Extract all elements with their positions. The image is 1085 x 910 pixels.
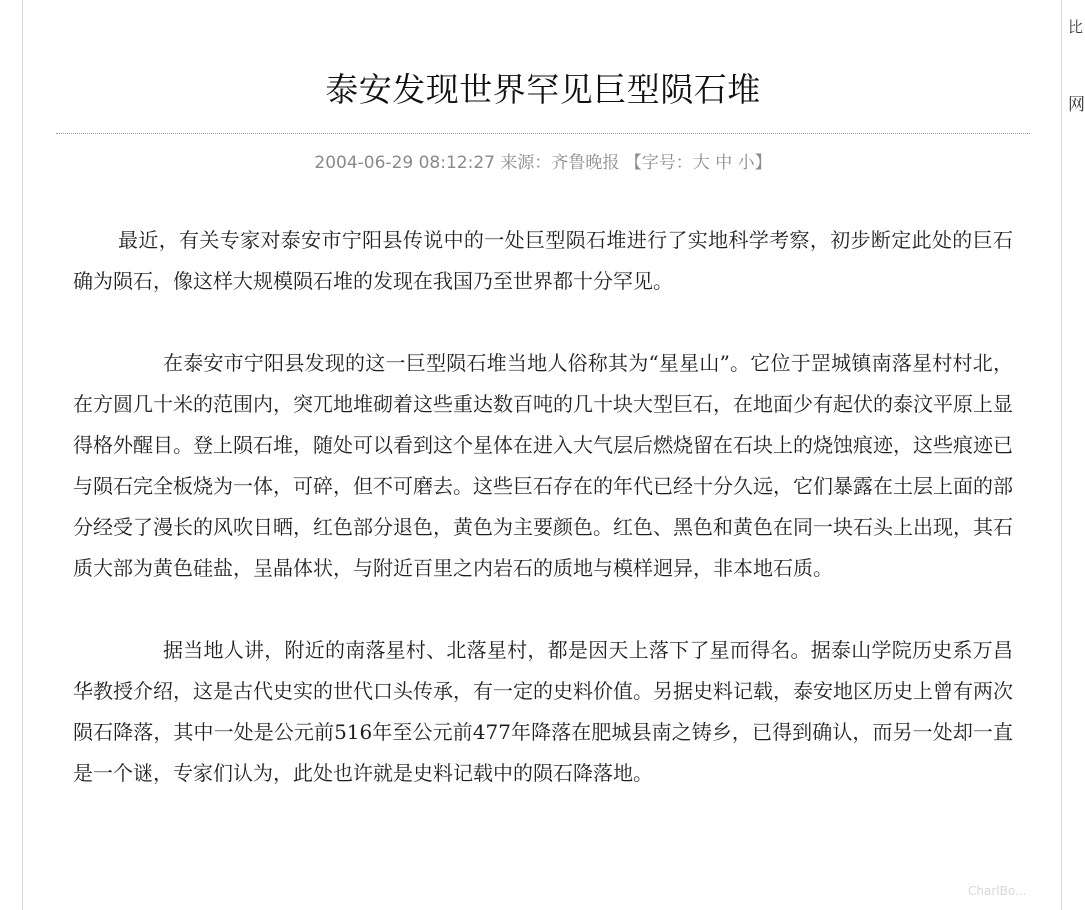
article-body <box>73 220 1013 794</box>
page-right-border <box>1061 0 1062 910</box>
page-left-border <box>22 0 23 910</box>
source-name: 齐鲁晚报 <box>551 153 620 173</box>
paragraph-1: 最近，有关专家对泰安市宁阳县传说中的一处巨型陨石堆进行了实地科学考察，初步断定此处的巨石确为陨石，像这样大规模陨石堆的发现在我国乃至世界都十分罕见。 <box>73 228 1013 293</box>
paragraph-2: 在泰安市宁阳县发现的这一巨型陨石堆当地人俗称其为“星星山”。它位于罡城镇南落星村村北，在方圆几十米的范围内，突兀地堆砌着这些重达数百吨的几十块大型巨石，在地面少有起伏的泰汶平原上显得格外醒目。登上陨石堆，随处可以看到这个星体在进入大气层后燃烧留在石块上的烧蚀痕迹，这些痕迹已与陨石完全板烧为一体，可碎，但不可磨去。这些巨石存在的年代已经十分久远，它们暴露在土层上面的部分经受了漫长的风吹日晒，红色部分退色，黄色为主要颜色。红色、黑色和黄色在同一块石头上出现，其石质大部为黄色硅盐，呈晶体状，与附近百里之内岩石的质地与模样迥异，非本地石质。 <box>73 351 1013 580</box>
font-size-close: 】 <box>754 153 772 173</box>
watermark: CharlBo... <box>968 884 1027 898</box>
paragraph-3: 据当地人讲，附近的南落星村、北落星村，都是因天上落下了星而得名。据泰山学院历史系万昌华教授介绍，这是古代史实的世代口头传承，有一定的史料价值。另据史料记载，泰安地区历史上曾有两次陨石降落，其中一处是公元前516年至公元前477年降落在肥城县南之铸乡，已得到确认，而另一处却一直是一个谜，专家们认为，此处也许就是史料记载中的陨石降落地。 <box>73 638 1013 785</box>
source-label: 来源： <box>500 153 552 173</box>
font-size-open: 【字号： <box>624 153 693 173</box>
sidebar-clipped-text-mid: 网 <box>1068 95 1085 115</box>
title-divider <box>56 133 1030 134</box>
font-size-large-link[interactable]: 大 <box>692 153 710 173</box>
publish-datetime: 2004-06-29 08:12:27 <box>314 153 495 173</box>
article-meta <box>56 148 1030 173</box>
sidebar-clipped-text-top: 比 <box>1068 18 1084 36</box>
font-size-small-link[interactable]: 小 <box>737 153 755 173</box>
font-size-medium-link[interactable]: 中 <box>715 153 733 173</box>
article-title: 泰安发现世界罕见巨型陨石堆 <box>325 70 761 109</box>
